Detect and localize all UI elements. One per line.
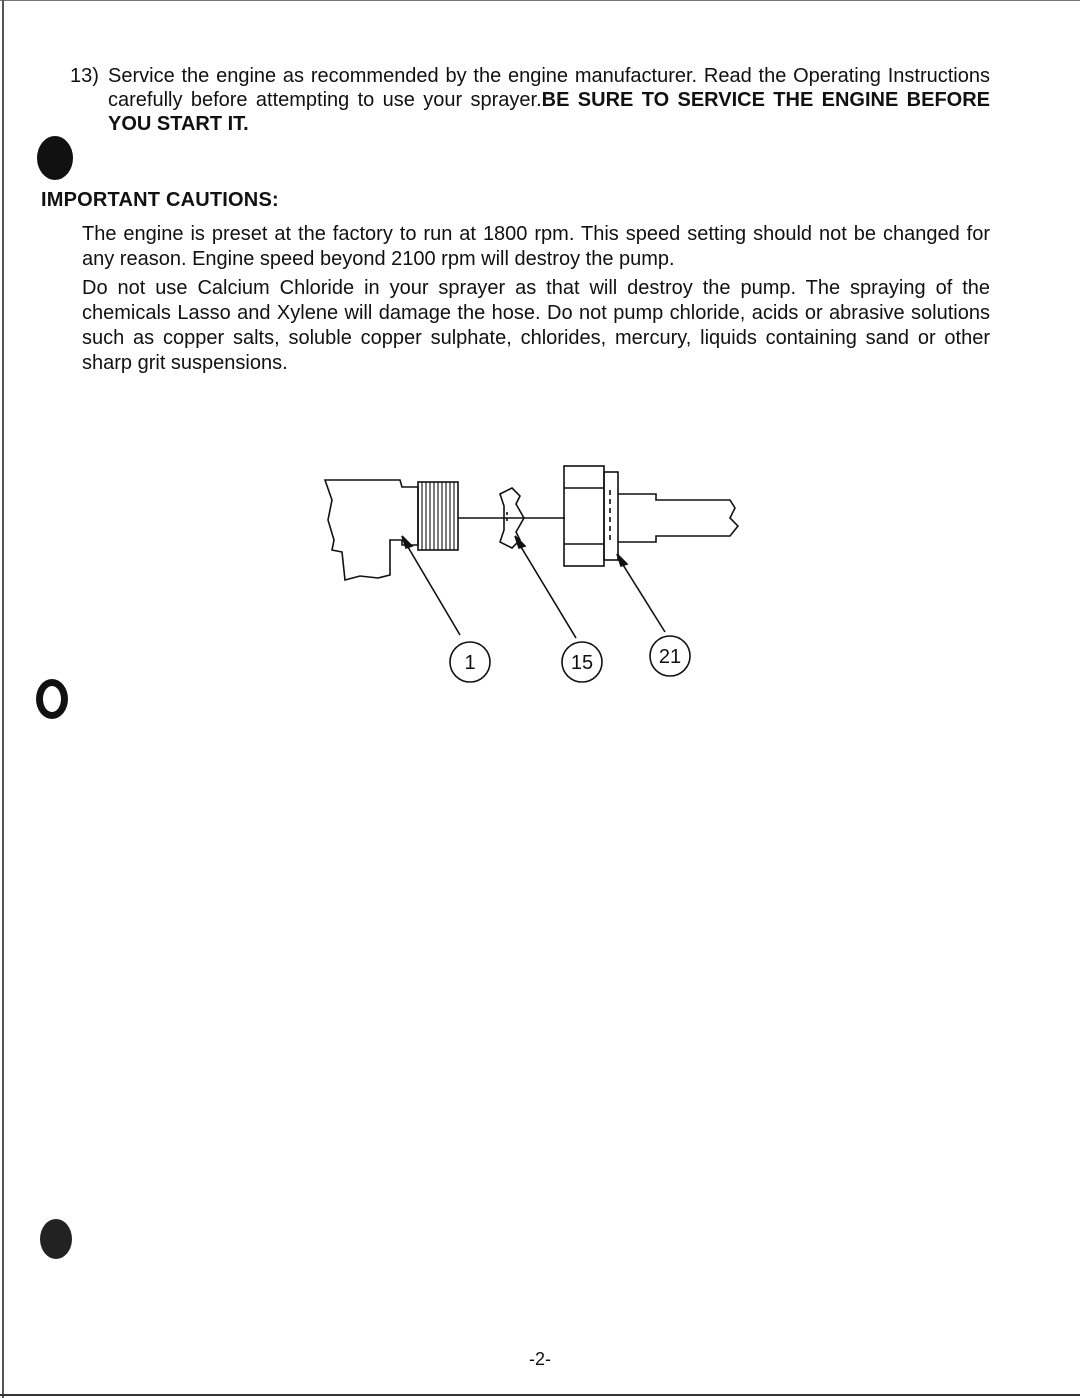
- fitting-diagram: [320, 460, 750, 690]
- pump-body: [325, 480, 418, 580]
- item-body: [108, 64, 990, 136]
- page-bottom-edge: [0, 1394, 1080, 1396]
- hose-barb: [618, 494, 738, 542]
- item-number: 13): [70, 65, 99, 87]
- callout-21-label: 21: [658, 646, 682, 668]
- caution-paragraph-chemicals: Do not use Calcium Chloride in your sprayer as that will destroy the pump. The spraying of the chemicals Lasso and Xylene will damage the hose. Do not pump chloride, acids or abrasive solutions such as copper salts, soluble copper sulphate, chlorides, mercury, liquids containing sand or other sharp grit suspensions.: [82, 277, 990, 374]
- page-top-edge: [0, 0, 1080, 1]
- caution-paragraph-engine-speed: The engine is preset at the factory to run at 1800 rpm. This speed setting should not be changed for any reason. Engine speed beyond 2100 rpm will destroy the pump.: [82, 223, 990, 270]
- binder-hole-bottom: [40, 1219, 72, 1259]
- binder-hole-top: [37, 136, 73, 180]
- item-text: Service the engine as recommended by the engine manufacturer. Read the Operating Instructions carefully before attempting to use your sprayer.: [108, 65, 990, 111]
- binder-hole-middle: [36, 679, 68, 719]
- callout-15-label: 15: [570, 652, 594, 674]
- callout-1-label: 1: [464, 652, 476, 674]
- hex-nut: [564, 466, 604, 566]
- item-bold-warning: BE SURE TO SERVICE THE ENGINE BEFORE YOU START IT.: [108, 89, 991, 135]
- service-instruction-item: [70, 64, 990, 136]
- cautions-heading: IMPORTANT CAUTIONS:: [41, 189, 279, 211]
- page-left-edge: [2, 0, 4, 1398]
- page-number: -2-: [529, 1349, 551, 1369]
